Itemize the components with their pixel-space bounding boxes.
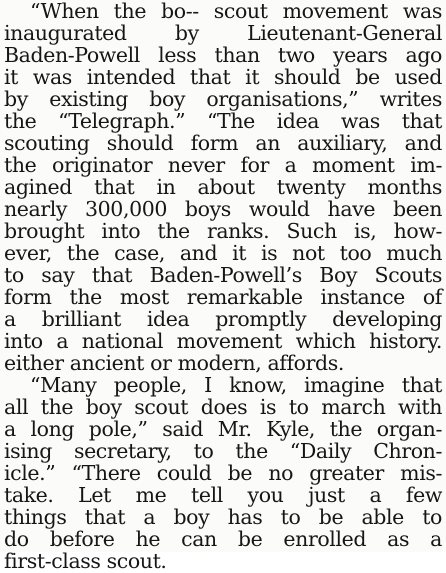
text-line: first-class scout. [4, 549, 167, 573]
text-line: things that a boy has to be able to [4, 505, 442, 529]
text-line: do before he can be enrolled as a [4, 527, 442, 551]
text-line: agined that in about twenty months [4, 175, 442, 199]
text-line: “When the bo-- scout movement was [30, 0, 442, 23]
text-line: “Many people, I know, imagine that [30, 373, 442, 397]
text-line: by existing boy organisations,” writes [4, 87, 442, 111]
text-line: it was intended that it should be used [4, 65, 442, 89]
text-line: the originator never for a moment im- [4, 153, 442, 177]
text-line: nearly 300,000 boys would have been [4, 197, 442, 221]
text-line: all the boy scout does is to march with [4, 395, 442, 419]
text-line: icle.” “There could be no greater mis- [4, 461, 442, 485]
text-line: either ancient or modern, affords. [4, 351, 344, 375]
text-line: ever, the case, and it is not too much [4, 241, 442, 265]
text-line: into a national movement which history. [4, 329, 442, 353]
text-line: brought into the ranks. Such is, how- [4, 219, 442, 243]
text-line: form the most remarkable instance of [4, 285, 442, 309]
text-line: take. Let me tell you just a few [4, 483, 442, 507]
text-line: to say that Baden-Powell’s Boy Scouts [4, 263, 442, 287]
text-line: Baden-Powell less than two years ago [4, 43, 442, 67]
text-line: scouting should form an auxiliary, and [4, 131, 442, 155]
text-line: a long pole,” said Mr. Kyle, the organ- [4, 417, 442, 441]
text-line: a brilliant idea promptly developing [4, 307, 442, 331]
text-line: ising secretary, to the “Daily Chron- [4, 439, 442, 463]
text-line: the “Telegraph.” “The idea was that [4, 109, 442, 133]
text-line: inaugurated by Lieutenant-General [4, 21, 442, 45]
